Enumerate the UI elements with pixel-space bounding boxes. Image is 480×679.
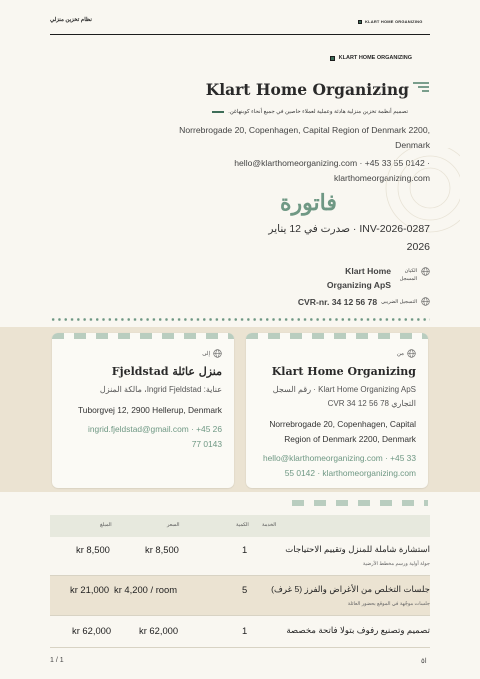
header-qty: الكمية: [236, 522, 249, 528]
from-label: [397, 349, 416, 358]
company-address: Norrebrogade 20, Copenhagen, Capital Region of Denmark 2200, Denmark: [179, 125, 430, 150]
row-price: kr 4,200 / room: [114, 584, 178, 595]
header-rule: [50, 34, 430, 35]
row-description: جلسات التخلص من الأغراض والفرز (5 غرف): [271, 584, 430, 594]
row-qty: 1: [242, 544, 248, 555]
row-description: تصميم وتصنيع رفوف بتولا فاتحة مخصصة: [286, 625, 430, 635]
to-email[interactable]: ingrid.fjeldstad@gmail.com · +45 26 77 0143: [88, 424, 222, 449]
row-qty: 1: [242, 625, 248, 636]
running-header-brand-text: KLART HOME ORGANIZING: [365, 19, 423, 24]
card-dash-border: [246, 333, 428, 339]
row-price: kr 62,000: [139, 625, 179, 636]
from-contact: hello@klarthomeorganizing.com · +45 33 55 0142 · klarthomeorganizing.com: [262, 453, 416, 478]
company-contact: hello@klarthomeorganizing.com · +45 33 55 0142 · klarthomeorganizing.com: [234, 158, 430, 183]
row-divider: [50, 647, 430, 648]
row-divider: [50, 615, 430, 616]
vat-registration: [283, 297, 430, 307]
globe-icon: [421, 267, 430, 276]
brand-tag: [330, 55, 412, 61]
tagline-dash: [212, 111, 224, 112]
vat-label: التسجيل الضريبي: [381, 299, 417, 305]
to-attention: عناية: Ingrid Fjeldstad، مالكة المنزل: [99, 385, 222, 394]
vat-value: CVR-nr. 34 12 56 78: [297, 297, 378, 307]
dotted-divider: [50, 318, 430, 321]
company-tagline: [212, 109, 408, 115]
square-logo-icon: [358, 20, 362, 24]
globe-icon: [213, 349, 222, 358]
running-header-title: نظام تخزين منزلي: [50, 17, 92, 23]
row-description: استشارة شاملة للمنزل وتقييم الاحتياجات: [285, 544, 430, 554]
row-qty: 5: [242, 584, 248, 595]
footer-mark: ا٥: [421, 658, 427, 665]
registered-entity: [290, 264, 430, 292]
from-name: Klart Home Organizing: [271, 365, 416, 378]
page-number: 1 / 1: [50, 657, 64, 664]
to-address: Tuborgvej 12, 2900 Hellerup, Denmark: [77, 405, 222, 415]
to-name: منزل عائلة Fjeldstad: [111, 365, 222, 378]
from-card: [246, 333, 428, 488]
invoice-meta: INV-2026-0287 · صدرت في 12 يناير 2026: [268, 223, 430, 253]
company-name: Klart Home Organizing: [205, 80, 409, 99]
from-registration: Klart Home Organizing ApS · رقم السجل التجاري CVR 34 12 56 78: [272, 385, 416, 408]
row-subdescription: جولة أولية ورسم مخطط الأرضية: [362, 561, 430, 567]
row-subdescription: جلسات موجّهة في الموقع بحضور العائلة: [347, 601, 430, 607]
card-dash-border: [52, 333, 234, 339]
row-amount: kr 21,000: [70, 584, 110, 595]
invoice-title: فاتورة: [280, 190, 337, 216]
square-logo-icon: [330, 56, 335, 61]
entity-label: الكيان المسجل: [399, 268, 417, 282]
running-header-brand: [358, 19, 423, 24]
globe-icon: [421, 297, 430, 306]
row-amount: kr 62,000: [72, 625, 112, 636]
tagline-text: تصميم أنظمة تخزين منزلية هادئة وعملية لعملاء خاصين في جميع أنحاء كوبنهاغن.: [228, 109, 408, 115]
brand-tag-text: KLART HOME ORGANIZING: [338, 55, 412, 61]
from-address: Norrebrogade 20, Copenhagen, Capital Region of Denmark 2200, Denmark: [269, 419, 416, 444]
from-label-text: من: [396, 350, 404, 357]
entity-value: Klart Home Organizing ApS: [326, 266, 391, 290]
header-price: السعر: [167, 522, 180, 528]
header-service: الخدمة: [262, 522, 277, 528]
dash-divider: [292, 500, 428, 506]
row-price: kr 8,500: [145, 544, 179, 555]
header-amount: المبلغ: [100, 522, 112, 528]
row-amount: kr 8,500: [76, 544, 110, 555]
table-row-highlight: [50, 576, 430, 615]
menu-lines-icon: [413, 82, 429, 94]
row-divider: [50, 575, 430, 576]
to-label: [202, 349, 222, 358]
to-label-text: إلى: [202, 350, 210, 357]
to-card: [52, 333, 234, 488]
globe-icon: [407, 349, 416, 358]
